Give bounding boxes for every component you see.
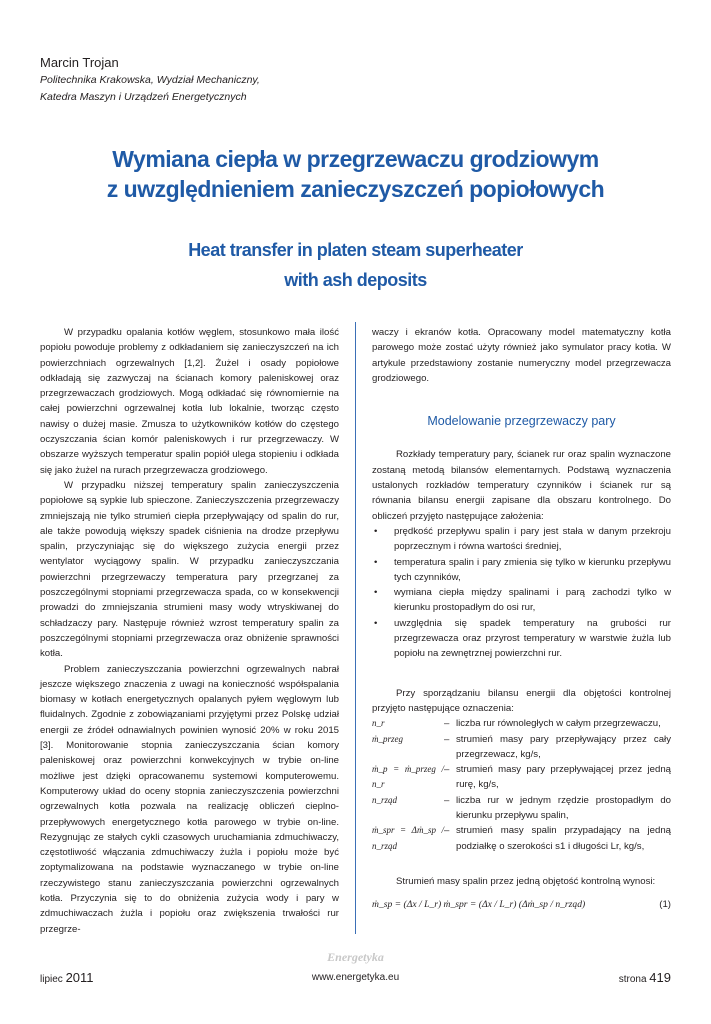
symbol-row: n_rząd – liczba rur w jednym rzędzie prostopadłym do kierunku przepływu spalin,	[372, 794, 671, 822]
bullet-icon: •	[374, 525, 378, 537]
list-item: • uwzględnia się spadek temperatury na grubości rur przegrzewacza oraz przyrost temperatury w warstwie żużla lub popiołu na zewnętrznej powierzchni rur.	[374, 617, 671, 660]
assumptions-list	[372, 524, 671, 662]
symbol-row: ṁ_spr = Δṁ_sp / n_rząd – strumień masy spalin przypadający na jedną podziałkę o szerokości s1 i długości Lr, kg/s,	[372, 825, 671, 852]
paragraph-intro: W przypadku opalania kotłów węglem, stosunkowo mała ilość popiołu powoduje problemy z odkładaniem się zanieczyszczeń na ich powierzchniach ogrzewalnych [1,2]. Żużel i osady popiołowe odkładają się zazwyczaj na ścianach komory paleniskowej oraz przegrzewaczach grodziowych. Mogą odkładać się równomiernie na całej powierzchni ogrzewalnej kotła lub lokalnie, tworząc często nawisy o dużej masie. Zmusza to użytkowników kotłów do częstego oczyszczania ścian komór paleniskowych i rur przegrzewaczy. W obszarze wyższych temperatur spalin popiół ulega stopieniu i odkłada się jako żużel na rurach przegrzewacza grodziowego.	[40, 327, 339, 476]
symbol-row: ṁ_p = ṁ_przeg / n_r – strumień masy pary przepływającej przez jedną rurę, kg/s,	[372, 764, 671, 791]
list-item: • temperatura spalin i pary zmienia się tylko w kierunku przepływu tych czynników,	[374, 556, 671, 583]
footer-url[interactable]: www.energetyka.eu	[311, 972, 400, 983]
affiliation-line-1: Politechnika Krakowska, Wydział Mechaniczny,	[40, 74, 260, 86]
bullet-icon: •	[374, 617, 378, 629]
symbols-list	[372, 716, 671, 854]
equation-number: (1)	[659, 899, 671, 911]
equation-1	[372, 897, 671, 912]
symbol-row: ṁ_przeg – strumień masy pary przepływający przez cały przegrzewacz, kg/s,	[372, 733, 671, 760]
bullet-icon: •	[374, 556, 378, 568]
footer-month: lipiec	[40, 974, 63, 985]
affiliation-line-2: Katedra Maszyn i Urządzeń Energetycznych	[40, 91, 247, 103]
left-column	[40, 325, 339, 937]
section-heading: Modelowanie przegrzewaczy pary	[427, 414, 616, 429]
footer-page-label: strona	[618, 974, 647, 985]
footer-page	[619, 970, 671, 985]
paragraph-problem: Problem zanieczyszczania powierzchni ogrzewalnych nabrał jeszcze większego znaczenia z uwagi na konieczność współspalania biomasy w kotłach energetycznych opalanych pyłem węglowym lub fluidalnych. Zgodnie z zobowiązaniami przyjętymi przez Polskę udział energii ze źródeł odnawialnych powinien wynosić 20% w roku 2015 [3]. Monitorowanie stopnia zanieczyszczania ścian komory paleniskowej oraz powierzchni konwekcyjnych w trybie on-line możliwe jest dzięki opracowanemu systemowi komputerowemu. Komputerowy układ do oceny stopnia zanieczyszczenia powierzchni ogrzewalnych kotła pozwala na realizację obliczeń cieplno-przepływowych energetycznego kotła parowego w trybie on-line. Rezygnując ze stałych cykli czasowych uruchamiania zdmuchiwaczy, częstotliwość włączania zdmuchiwaczy żużla i popiołu może być zoptymalizowana na podstawie wyznaczanego w trybie on-line rzeczywistego stanu zanieczyszczania powierzchni ogrzewalnych kotła. Przyczynia się to do obniżenia zużycia wody i pary w zdmuchiwaczach żużla i popiołu oraz zwiększenia trwałości rur przegrze-	[40, 663, 339, 935]
footer-year: 2011	[65, 970, 94, 985]
paragraph-continuation: waczy i ekranów kotła. Opracowany model matematyczny kotła parowego może zostać użyty również jako symulator pracy kotła. W artykule przedstawiony zostanie numeryczny model przegrzewacza grodziowego.	[372, 327, 671, 384]
title-polish-line-2: z uwzględnieniem zanieczyszczeń popiołowych	[106, 176, 605, 202]
right-column	[372, 325, 671, 913]
paragraph-modelling: Rozkłady temperatury pary, ścianek rur oraz spalin wyznaczone zostaną metodą bilansów elementarnych. Podstawą wyznaczenia ustalonych rozkładów temperatury czynników i ścianek rur są równania bilansu energii zapisane dla obszaru kontrolnego. Do obliczeń przyjęto następujące założenia:	[372, 449, 671, 522]
paragraph-symbols-intro: Przy sporządzaniu bilansu energii dla objętości kontrolnej przyjęto następujące oznaczenia:	[372, 687, 671, 714]
equation-body: ṁ_sp = (Δx / L_r) ṁ_spr = (Δx / L_r) (Δṁ_sp / n_rząd)	[372, 899, 586, 911]
column-divider	[355, 322, 356, 934]
footer-page-number: 419	[649, 970, 671, 985]
author-name: Marcin Trojan	[40, 55, 119, 70]
list-item: • wymiana ciepła między spalinami i parą zachodzi tylko w kierunku prostopadłym do osi rur,	[374, 587, 671, 614]
symbol-row: n_r – liczba rur równoległych w całym przegrzewaczu,	[372, 718, 661, 730]
bullet-icon: •	[374, 587, 378, 599]
paragraph-lower-temperature: W przypadku niższej temperatury spalin zanieczyszczenia popiołowe są sypkie lub spieczone. Zanieczyszczenia przegrzewaczy zmniejszają nie tylko strumień ciepła przepływający od spalin do rur, ale także powodują większy spadek ciśnienia na drodze przepływu spalin, przyczyniając się do większego zużycia energii przez wentylator wyciągowy spalin. W przypadku zanieczyszczania powierzchni przegrzewaczy temperatura pary przegrzanej za poszczególnymi stopniami przegrzewacza spada, co w konsekwencji prowadzi do zmniejszania strumieni masy wody wtryskiwanej do schładzaczy pary. Następuje również wzrost temperatury spalin za poszczególnymi stopniami przegrzewacza oraz obniżenie sprawności kotła.	[40, 479, 339, 660]
title-english-line-2: with ash deposits	[284, 270, 427, 290]
title-english-line-1: Heat transfer in platen steam superheater	[188, 240, 523, 260]
title-polish-line-1: Wymiana ciepła w przegrzewaczu grodziowym	[112, 146, 599, 172]
paragraph-flux: Strumień masy spalin przez jedną objętość kontrolną wynosi:	[396, 875, 656, 887]
list-item: • prędkość przepływu spalin i pary jest stała w danym przekroju poprzecznym i równa wartości średniej,	[374, 525, 671, 553]
publisher-logo: Energetyka	[327, 950, 384, 964]
